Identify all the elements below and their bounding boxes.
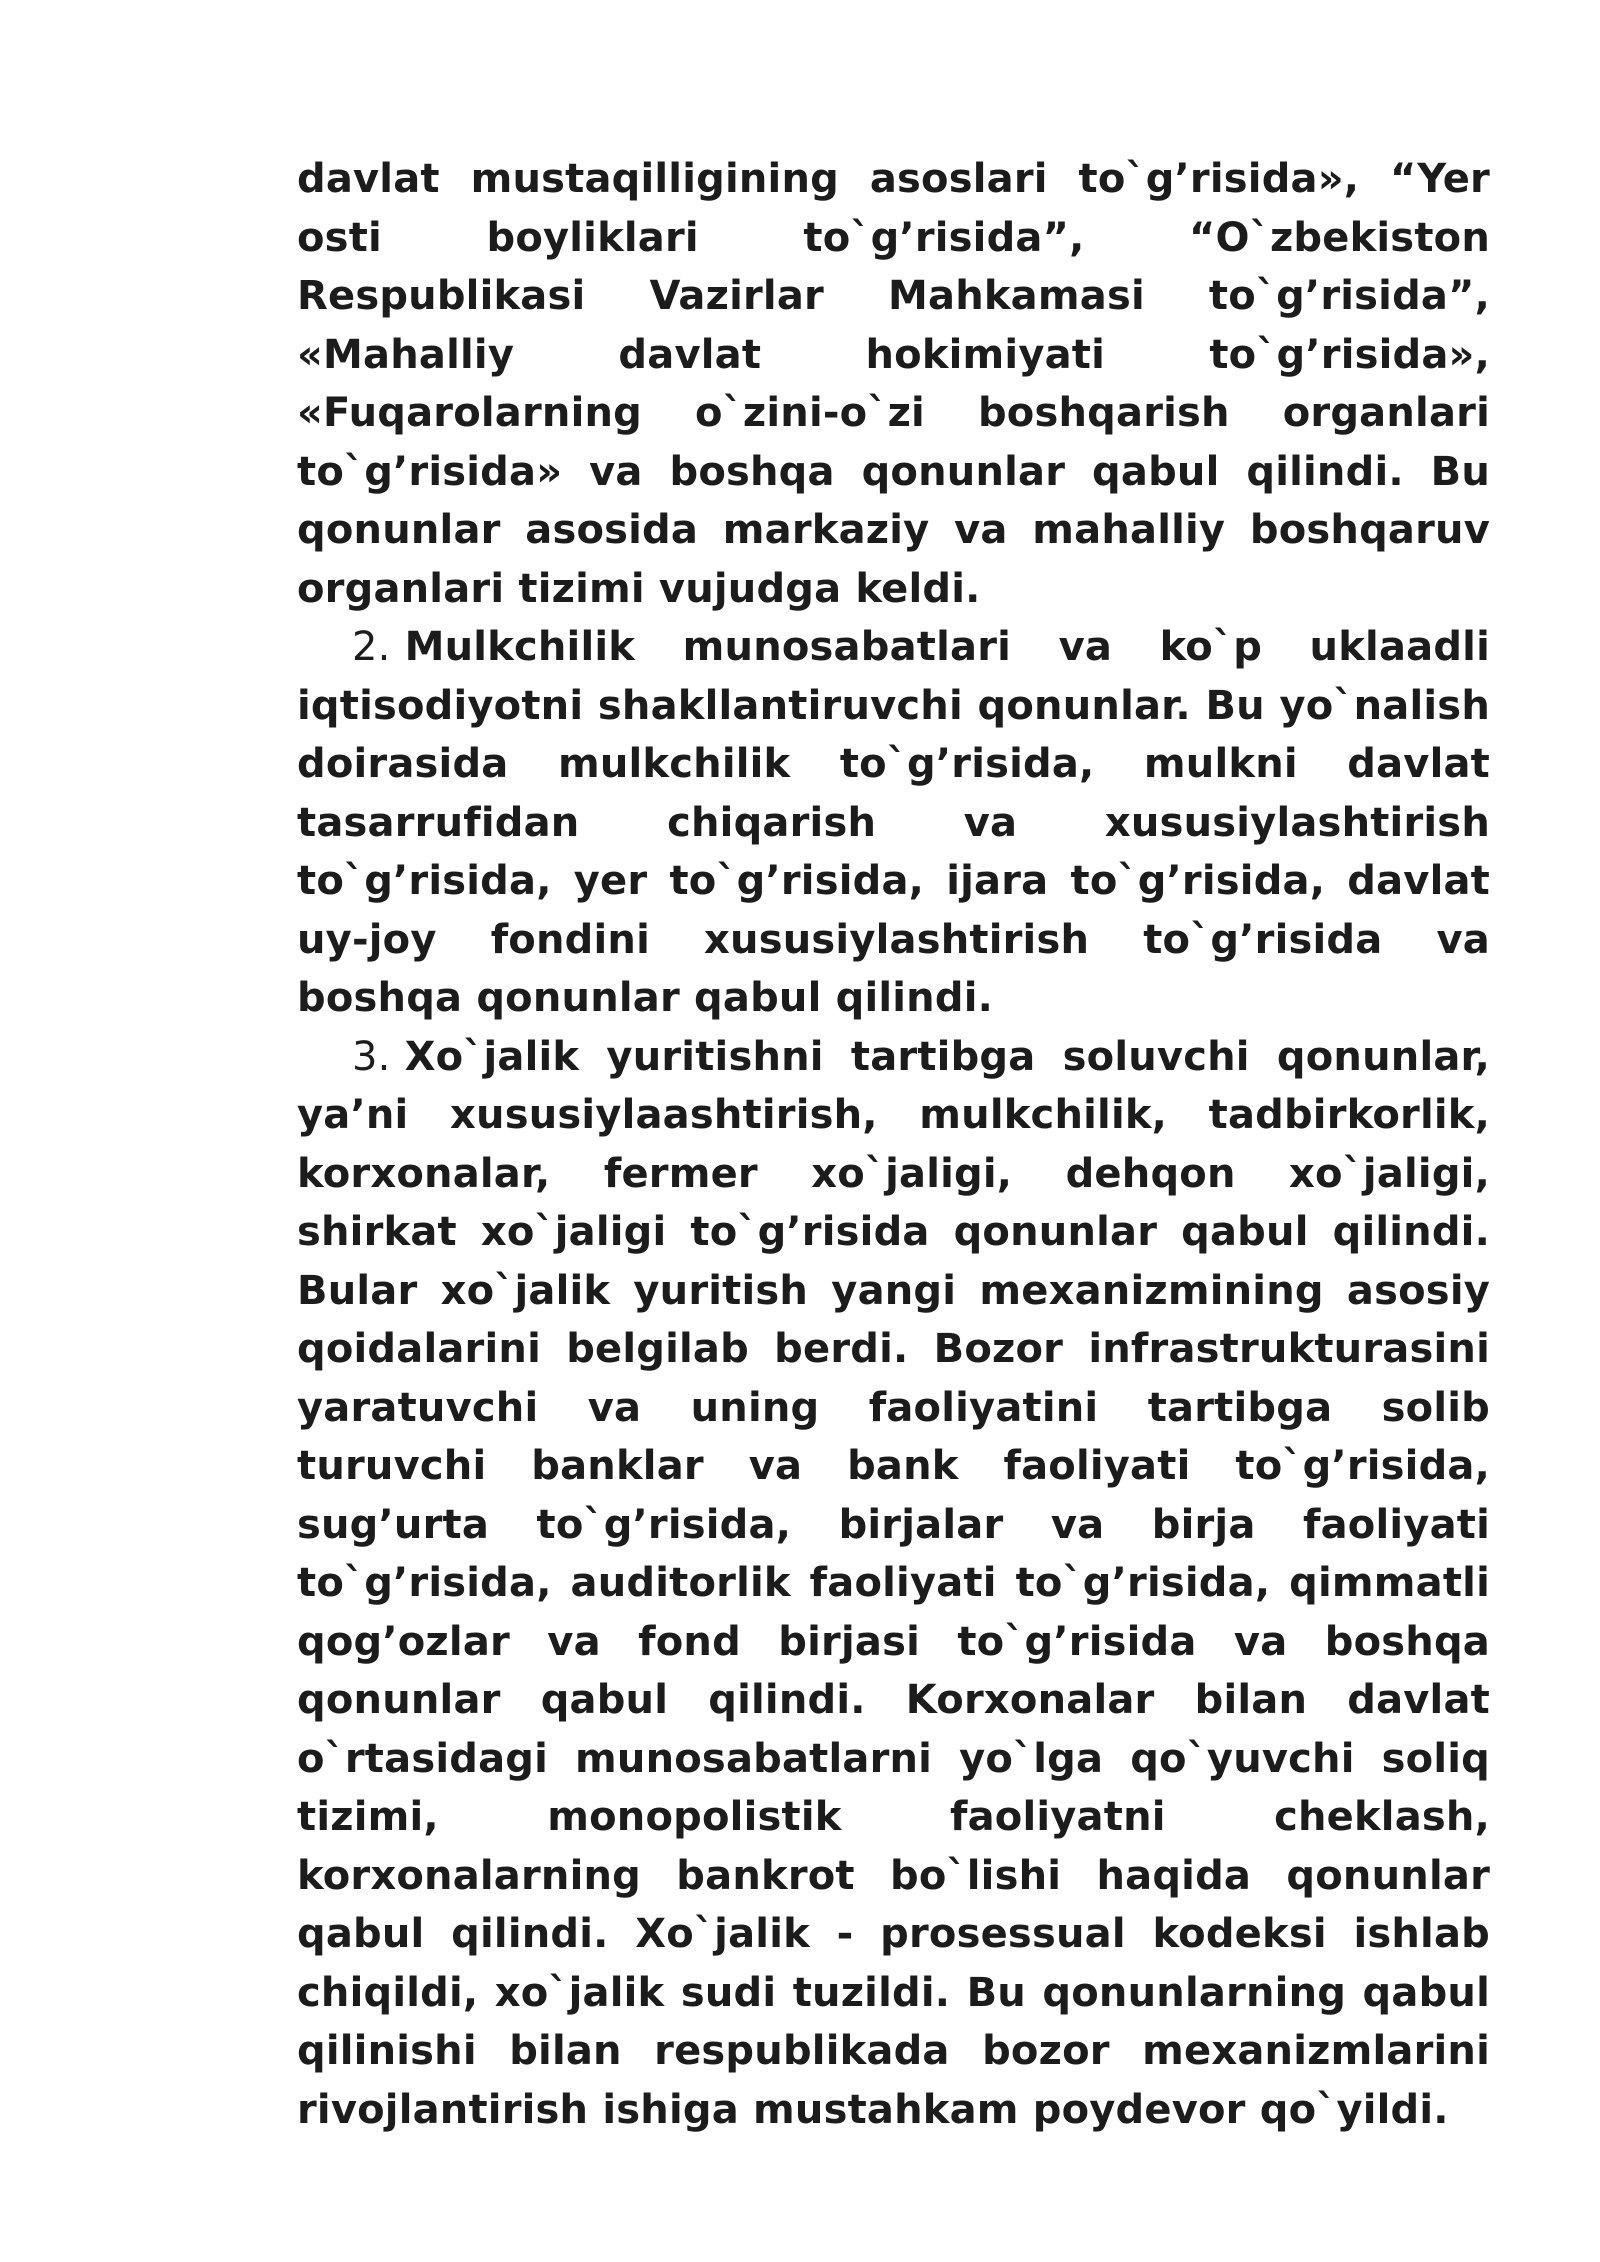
list-item-3 <box>297 1028 1490 2140</box>
list-item-2 <box>297 618 1490 1028</box>
item-text: Mulkchilik munosabatlari va ko`p uklaadli iqtisodiyotni shakllantiruvchi qonunlar. Bu yo`nalish doirasida mulkchilik to`g’risida, mulkni davlat tasarrufidan chiqarish va xususiylashtirish to`g’risida, yer to`g’risida, ijara to`g’risida, davlat uy-joy fondini xususiylashtirish to`g’risida va boshqa qonunlar qabul qilindi. <box>297 624 1490 1021</box>
item-number: 2. <box>352 624 391 670</box>
item-text: Xo`jalik yuritishni tartibga soluvchi qonunlar, ya’ni xususiylaashtirish, mulkchilik, tadbirkorlik, korxonalar, fermer xo`jaligi, dehqon xo`jaligi, shirkat xo`jaligi to`g’risida qonunlar qabul qilindi. Bular xo`jalik yuritish yangi mexanizmining asosiy qoidalarini belgilab berdi. Bozor infrastrukturasini yaratuvchi va uning faoliyatini tartibga solib turuvchi banklar va bank faoliyati to`g’risida, sug’urta to`g’risida, birjalar va birja faoliyati to`g’risida, auditorlik faoliyati to`g’risida, qimmatli qog’ozlar va fond birjasi to`g’risida va boshqa qonunlar qabul qilindi. Korxonalar bilan davlat o`rtasidagi munosabatlarni yo`lga qo`yuvchi soliq tizimi, monopolistik faoliyatni cheklash, korxonalarning bankrot bo`lishi haqida qonunlar qabul qilindi. Xo`jalik - prosessual kodeksi ishlab chiqildi, xo`jalik sudi tuzildi. Bu qonunlarning qabul qilinishi bilan respublikada bozor mexanizmlarini rivojlantirish ishiga mustahkam poydevor qo`yildi. <box>297 1033 1490 2133</box>
item-number: 3. <box>352 1033 391 1080</box>
intro-paragraph: davlat mustaqilligining asoslari to`g’risida», “Yer osti boyliklari to`g’risida”, “O`zbekiston Respublikasi Vazirlar Mahkamasi to`g’risida”, «Mahalliy davlat hokimiyati to`g’risida», «Fuqarolarning o`zini-o`zi boshqarish organlari to`g’risida» va boshqa qonunlar qabul qilindi. Bu qonunlar asosida markaziy va mahalliy boshqaruv organlari tizimi vujudga keldi. <box>297 156 1490 612</box>
document-page <box>297 150 1490 2139</box>
